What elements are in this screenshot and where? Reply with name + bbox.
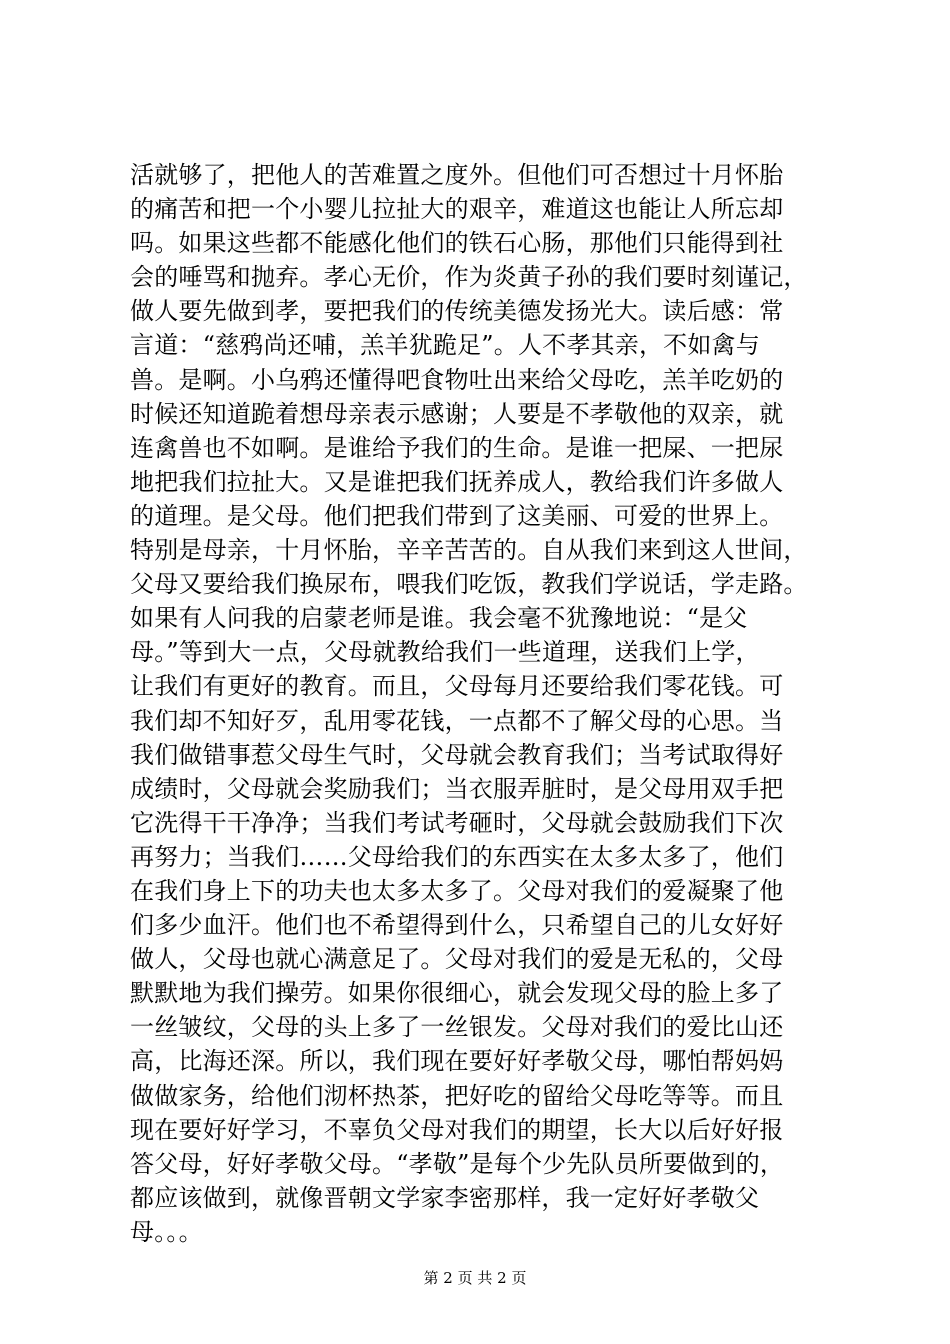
text-line: 言道：“慈鸦尚还哺，羔羊犹跪足”。人不孝其亲，不如禽与: [130, 331, 760, 360]
text-line: 会的唾骂和抛弃。孝心无价，作为炎黄子孙的我们要时刻谨记，: [130, 263, 808, 292]
text-line: 答父母，好好孝敬父母。“孝敬”是每个少先队员所要做到的，: [130, 1149, 785, 1178]
text-line: 再努力；当我们……父母给我们的东西实在太多太多了，他们: [130, 842, 784, 871]
text-line: 成绩时，父母就会奖励我们；当衣服弄脏时，是父母用双手把: [130, 774, 784, 803]
text-line: 高，比海还深。所以，我们现在要好好孝敬父母，哪怕帮妈妈: [130, 1047, 784, 1076]
text-line: 的道理。是父母。他们把我们带到了这美丽、可爱的世界上。: [130, 501, 784, 530]
text-line: 一丝皱纹，父母的头上多了一丝银发。父母对我们的爱比山还: [130, 1013, 784, 1042]
text-line: 地把我们拉扯大。又是谁把我们抚养成人，教给我们许多做人: [130, 467, 784, 496]
text-line: 吗。如果这些都不能感化他们的铁石心肠，那他们只能得到社: [130, 229, 784, 258]
text-line: 做做家务，给他们沏杯热茶，把好吃的留给父母吃等等。而且: [130, 1081, 784, 1110]
text-line: 做人，父母也就心满意足了。父母对我们的爱是无私的，父母: [130, 945, 784, 974]
text-line: 如果有人问我的启蒙老师是谁。我会毫不犹豫地说：“是父: [130, 604, 748, 633]
text-line: 的痛苦和把一个小婴儿拉扯大的艰辛，难道这也能让人所忘却: [130, 195, 784, 224]
text-line: 在我们身上下的功夫也太多太多了。父母对我们的爱凝聚了他: [130, 876, 784, 905]
text-line: 特别是母亲，十月怀胎，辛辛苦苦的。自从我们来到这人世间，: [130, 536, 808, 565]
text-line: 让我们有更好的教育。而且，父母每月还要给我们零花钱。可: [130, 672, 784, 701]
text-line: 它洗得干干净净；当我们考试考砸时，父母就会鼓励我们下次: [130, 808, 784, 837]
text-line: 连禽兽也不如啊。是谁给予我们的生命。是谁一把屎、一把尿: [130, 433, 784, 462]
text-line: 母。。。: [130, 1217, 203, 1246]
text-line: 做人要先做到孝，要把我们的传统美德发扬光大。读后感：常: [130, 297, 784, 326]
text-line: 默默地为我们操劳。如果你很细心，就会发现父母的脸上多了: [130, 979, 784, 1008]
text-line: 母。”等到大一点，父母就教给我们一些道理，送我们上学，: [130, 638, 760, 667]
text-line: 活就够了，把他人的苦难置之度外。但他们可否想过十月怀胎: [130, 161, 784, 189]
text-line: 现在要好好学习，不辜负父母对我们的期望，长大以后好好报: [130, 1115, 784, 1144]
text-line: 父母又要给我们换尿布，喂我们吃饭，教我们学说话，学走路。: [130, 570, 808, 599]
text-line: 兽。是啊。小乌鸦还懂得吧食物吐出来给父母吃，羔羊吃奶的: [130, 365, 784, 394]
body-text: [130, 158, 830, 1249]
text-line: 我们却不知好歹，乱用零花钱，一点都不了解父母的心思。当: [130, 706, 784, 735]
text-line: 时候还知道跪着想母亲表示感谢；人要是不孝敬他的双亲，就: [130, 399, 784, 428]
page-number-footer: 第 2 页 共 2 页: [423, 1269, 527, 1287]
text-line: 们多少血汗。他们也不希望得到什么，只希望自己的儿女好好: [130, 911, 784, 940]
text-line: 我们做错事惹父母生气时，父母就会教育我们；当考试取得好: [130, 740, 784, 769]
text-line: 都应该做到，就像晋朝文学家李密那样，我一定好好孝敬父: [130, 1183, 760, 1212]
